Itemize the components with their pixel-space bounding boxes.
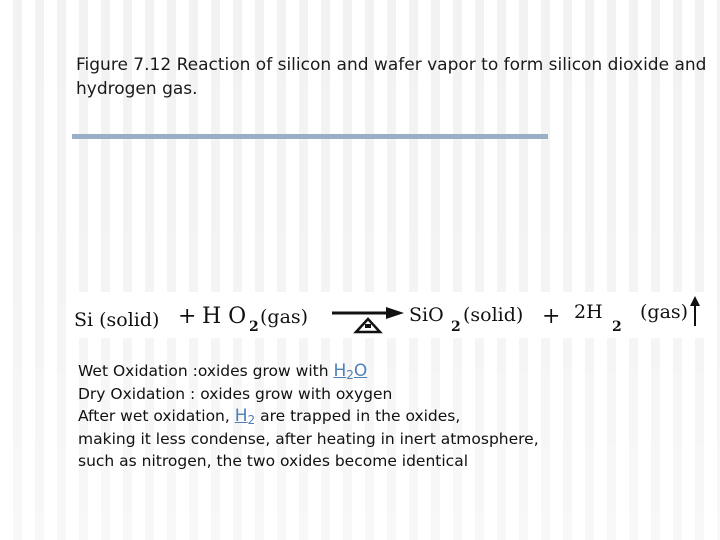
eq-product-oxide-sub: 2: [451, 319, 461, 335]
note-wet-oxidation-text: Wet Oxidation :oxides grow with: [78, 362, 334, 380]
eq-product-hydrogen-sub: 2: [612, 319, 622, 335]
eq-plus-2: +: [542, 304, 561, 329]
water-formula-sub: 2: [346, 368, 354, 382]
reaction-equation: [72, 292, 712, 338]
hydrogen-formula-base: H: [234, 406, 248, 426]
eq-reactant-water-state: (gas): [260, 306, 309, 328]
eq-product-hydrogen-base: 2H: [574, 301, 603, 323]
water-formula-tail: O: [353, 361, 368, 381]
gas-evolved-up-arrow-icon: [690, 296, 700, 326]
hydrogen-formula-sub: 2: [247, 413, 256, 427]
note-after-wet-suffix: are trapped in the oxides,: [255, 407, 461, 425]
hydrogen-formula-link[interactable]: [235, 406, 255, 426]
water-formula-base: H: [333, 361, 347, 381]
eq-product-oxide-base: SiO: [409, 304, 444, 326]
note-after-wet-prefix: After wet oxidation,: [78, 407, 235, 425]
eq-plus-1: +: [178, 304, 197, 329]
water-formula-link[interactable]: [333, 361, 367, 381]
title-underline-bar: [72, 134, 548, 139]
eq-product-hydrogen-state: (gas): [640, 301, 689, 323]
eq-reactant-water-sub: 2: [249, 319, 259, 335]
equation-graphic: [72, 292, 712, 338]
eq-reactant-water-base: H O: [202, 304, 247, 329]
note-wet-oxidation: [78, 360, 698, 383]
note-after-wet-oxidation: [78, 405, 698, 428]
eq-product-oxide-state: (solid): [463, 304, 524, 326]
oxidation-notes: [78, 360, 698, 473]
heat-delta-icon: [356, 319, 380, 332]
note-dry-oxidation: Dry Oxidation : oxides grow with oxygen: [78, 384, 393, 403]
eq-reactant-silicon: Si (solid): [74, 309, 160, 331]
figure-caption: Figure 7.12 Reaction of silicon and wafer vapor to form silicon dioxide and hydrogen gas.: [76, 55, 707, 99]
note-nitrogen: such as nitrogen, the two oxides become identical: [78, 452, 468, 470]
note-condense: making it less condense, after heating in inert atmosphere,: [78, 429, 539, 448]
